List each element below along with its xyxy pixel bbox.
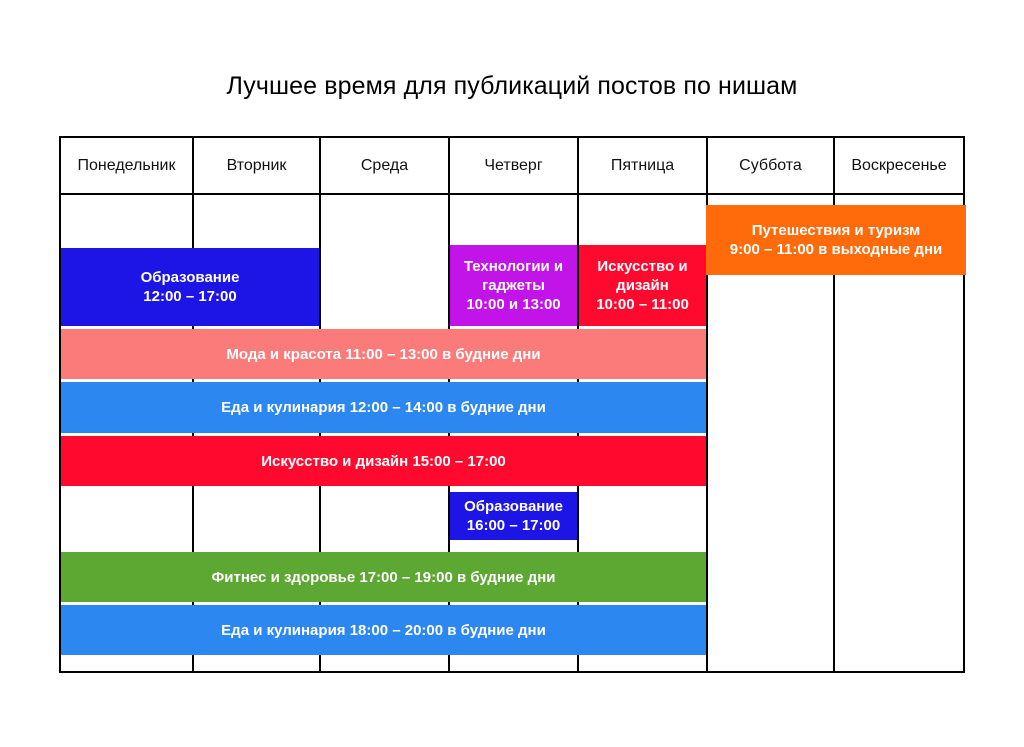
- day-header-friday: Пятница: [610, 156, 675, 174]
- block-art-afternoon: [61, 436, 706, 486]
- block-art-morning-label: Искусство и дизайн 10:00 – 11:00: [596, 258, 689, 313]
- block-tech: [450, 245, 577, 326]
- block-education-morning: [61, 248, 319, 326]
- header-divider: [61, 193, 963, 195]
- block-fashion: [61, 329, 706, 379]
- block-travel: [706, 205, 966, 275]
- block-education-afternoon: [450, 492, 577, 540]
- block-art-afternoon-label: Искусство и дизайн 15:00 – 17:00: [261, 452, 506, 470]
- day-header-wednesday: Среда: [360, 156, 409, 174]
- block-fitness-label: Фитнес и здоровье 17:00 – 19:00 в будние дни: [211, 568, 556, 586]
- block-art-morning: [579, 245, 706, 326]
- block-fitness: [61, 552, 706, 602]
- block-education-morning-label: Образование 12:00 – 17:00: [140, 269, 240, 305]
- block-food-evening-label: Еда и кулинария 18:00 – 20:00 в будние дни: [221, 621, 546, 639]
- block-education-afternoon-label: Образование 16:00 – 17:00: [464, 498, 563, 534]
- page-title: Лучшее время для публикаций постов по нишам: [226, 72, 798, 100]
- day-header-thursday: Четверг: [484, 156, 543, 174]
- day-header-sunday: Воскресенье: [851, 156, 947, 174]
- block-fashion-label: Мода и красота 11:00 – 13:00 в будние дни: [226, 345, 541, 363]
- block-travel-label: Путешествия и туризм 9:00 – 11:00 в выходные дни: [729, 222, 943, 258]
- block-food-midday-label: Еда и кулинария 12:00 – 14:00 в будние дни: [221, 399, 546, 416]
- block-food-midday: [61, 382, 706, 433]
- day-header-monday: Понедельник: [77, 156, 176, 174]
- block-tech-label: Технологии и гаджеты 10:00 и 13:00: [463, 258, 564, 313]
- block-food-evening: [61, 605, 706, 655]
- day-header-saturday: Суббота: [739, 156, 802, 174]
- day-header-tuesday: Вторник: [226, 156, 287, 174]
- weekly-schedule-grid: [59, 136, 965, 673]
